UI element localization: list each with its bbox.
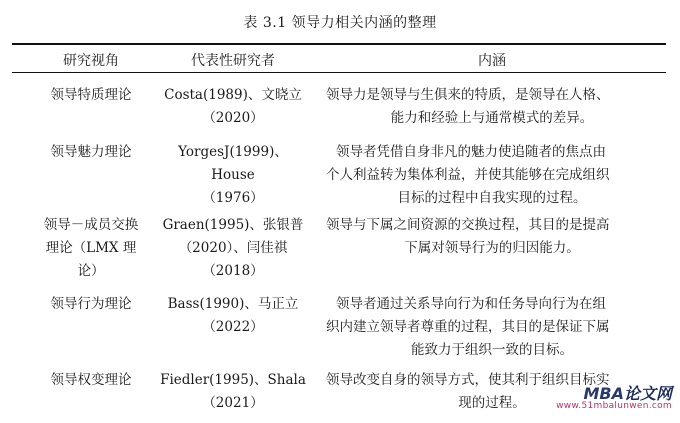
site-watermark xyxy=(544,381,674,417)
header-research-view: 研究视角 xyxy=(63,53,119,69)
row-view: 领导特质理论 xyxy=(50,87,132,103)
table-caption: 表 3.1 领导力相关内涵的整理 xyxy=(243,15,437,31)
header-researchers: 代表性研究者 xyxy=(191,53,275,69)
row-authors: YorgesJ(1999)、House （1976） xyxy=(178,144,288,206)
row-view: 领导－成员交换 理论（LMX 理 论） xyxy=(43,217,139,279)
row-view: 领导魅力理论 xyxy=(50,144,132,160)
row-meaning: 领导与下属之间资源的交换过程，其目的是提高 下属对领导行为的归因能力。 xyxy=(326,217,610,256)
row-meaning: 领导力是领导与生俱来的特质，是领导在人格、 能力和经验上与通常模式的差异。 xyxy=(326,87,610,126)
top-rule xyxy=(12,43,666,45)
row-authors: Graen(1995)、张银普 （2020）、闫佳祺（2018） xyxy=(162,217,304,279)
row-view: 领导行为理论 xyxy=(50,296,132,312)
row-meaning: 领导改变自身的领导方式，使其利于组织目标实 现的过程。 xyxy=(326,372,610,411)
row-meaning: 领导者通过关系导向行为和任务导向行为在组 织内建立领导者尊重的过程，其目的是保证下属 能致力于组织一致的目标。 xyxy=(326,296,610,358)
row-authors: Fiedler(1995)、Shala （2021） xyxy=(160,372,306,411)
row-meaning: 领导者凭借自身非凡的魅力使追随者的焦点由 个人利益转为集体利益，并使其能够在完成组织 目标的过程中自我实现的过程。 xyxy=(326,144,610,206)
watermark-brand-cn: 论文网 xyxy=(623,384,672,403)
header-meaning: 内涵 xyxy=(478,53,506,69)
row-authors: Bass(1990)、马正立 （2022） xyxy=(167,296,299,335)
row-view: 领导权变理论 xyxy=(50,372,132,388)
header-rule xyxy=(12,72,666,73)
row-authors: Costa(1989)、文晓立 （2020） xyxy=(164,87,302,126)
watermark-url: www.51mbalunwen.com xyxy=(556,401,672,411)
watermark-brand-latin: MBA xyxy=(583,384,624,403)
